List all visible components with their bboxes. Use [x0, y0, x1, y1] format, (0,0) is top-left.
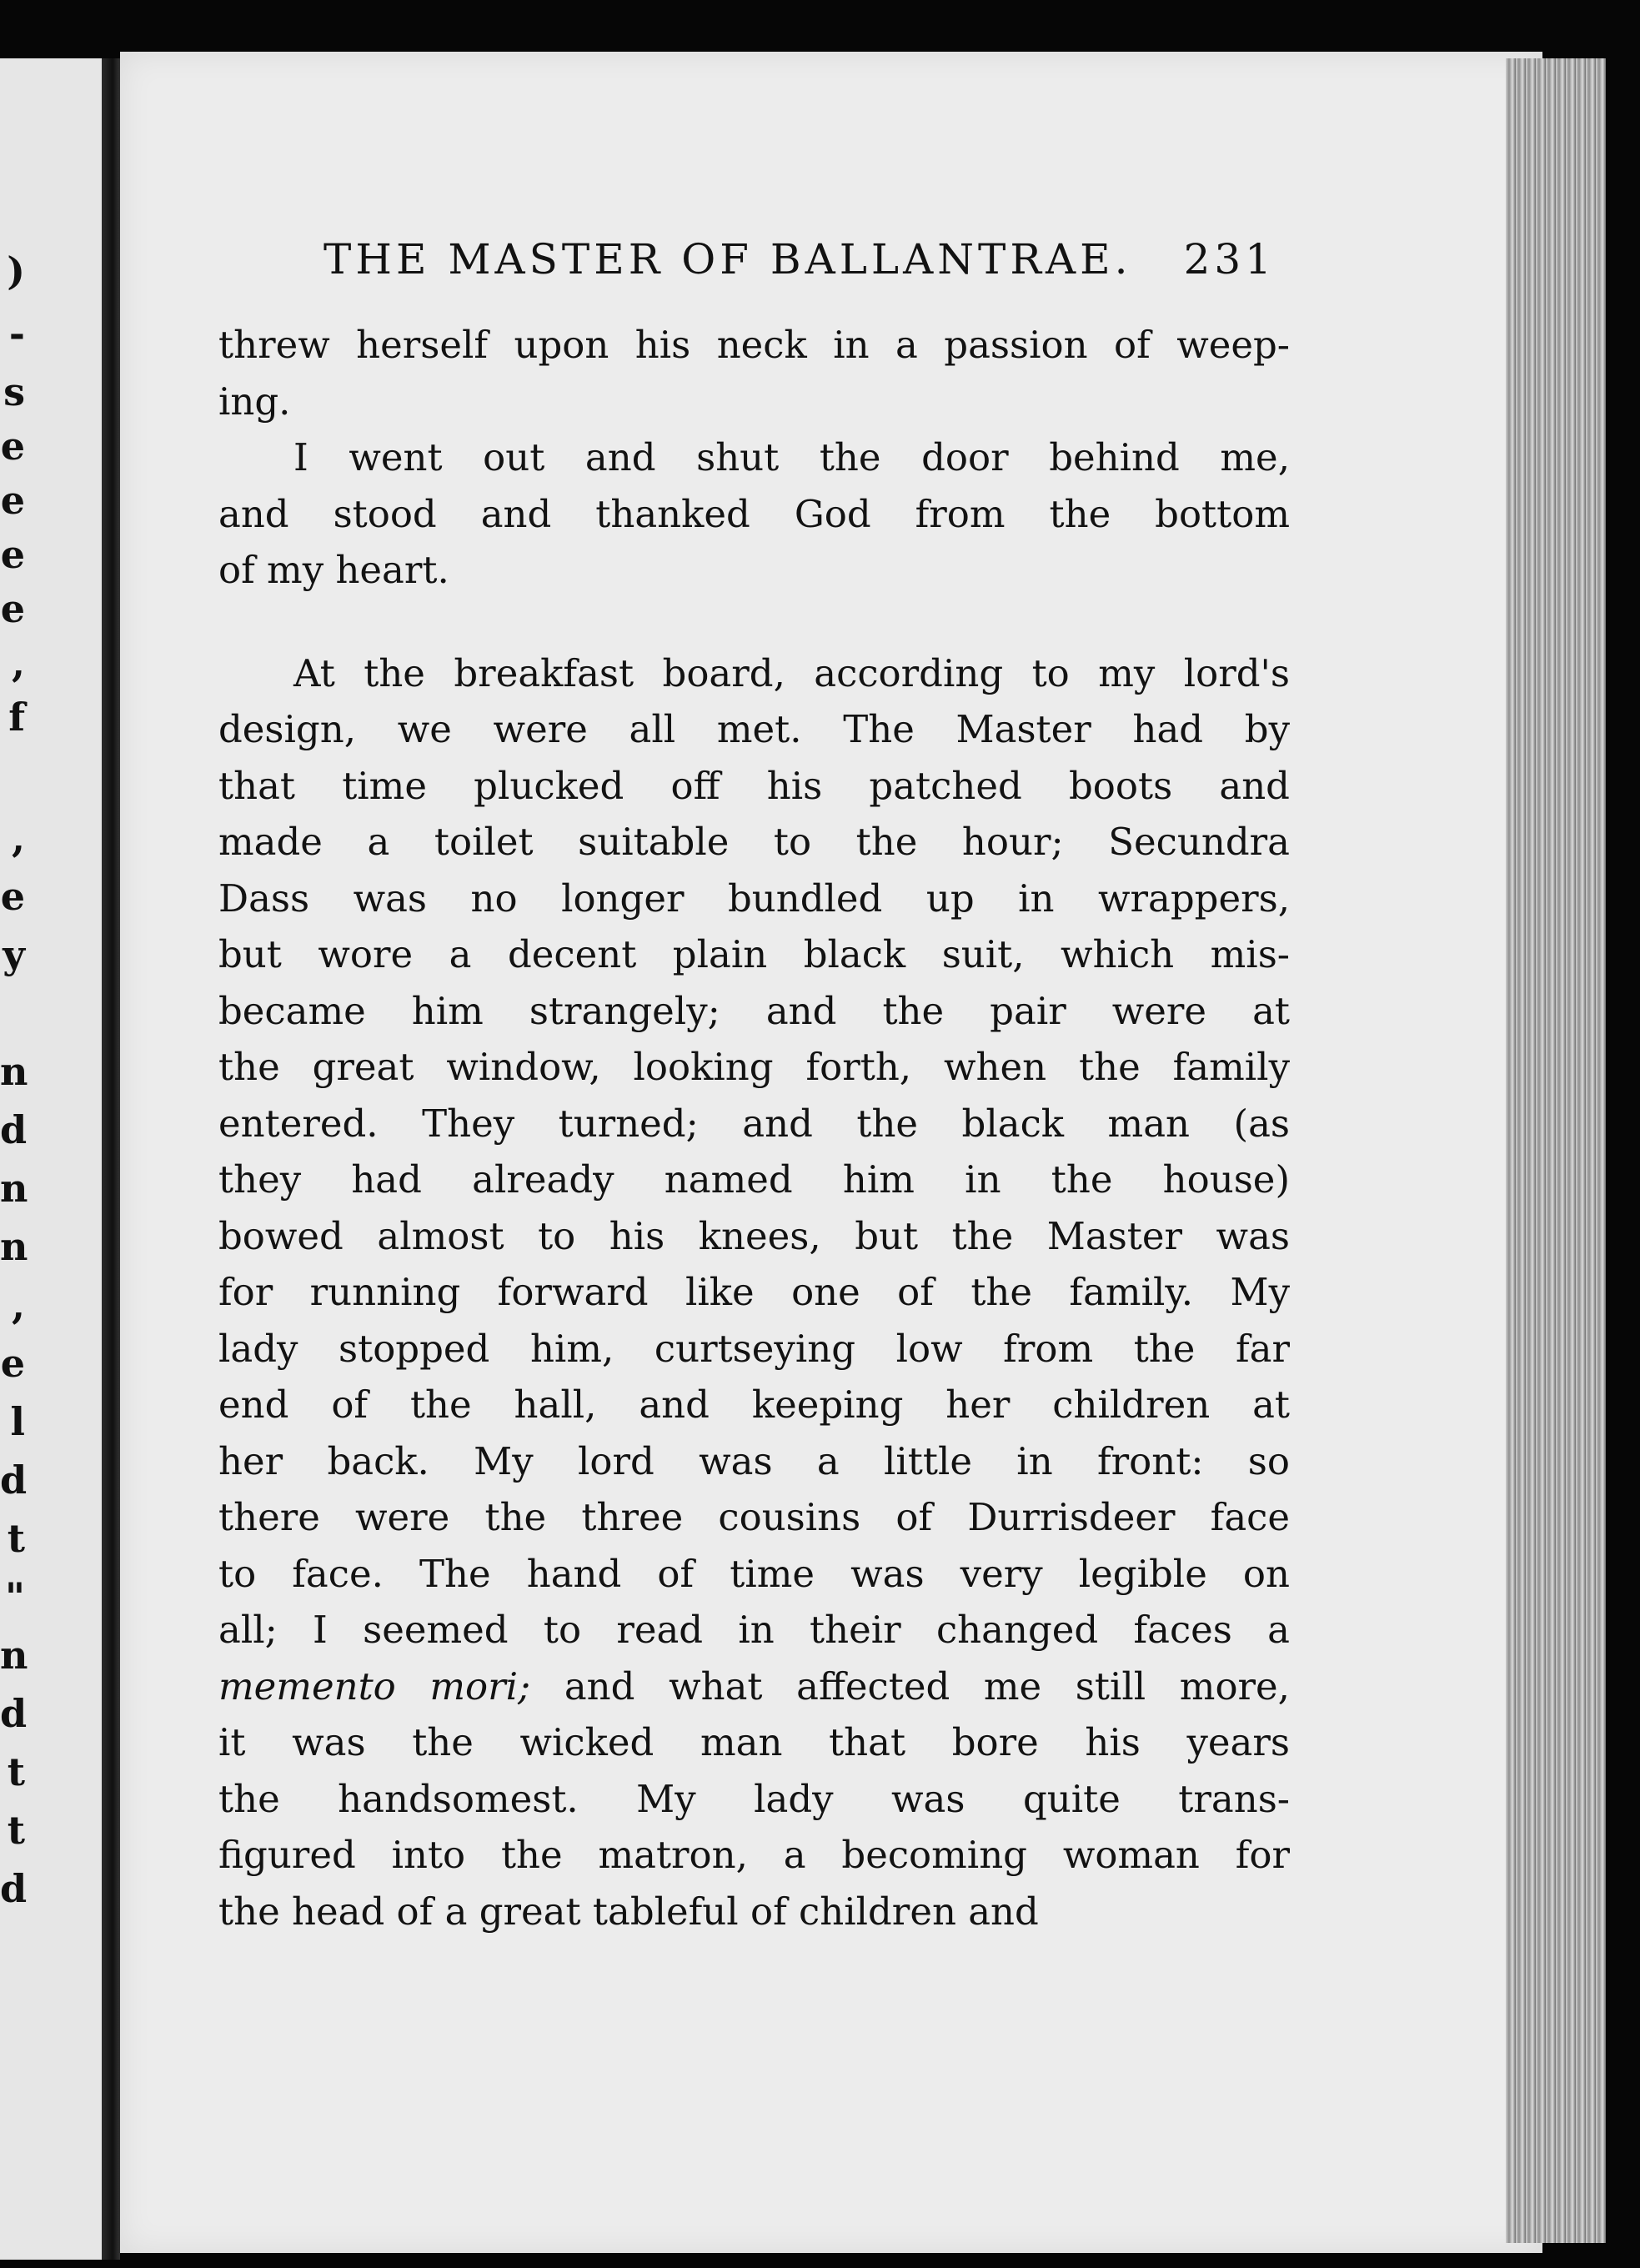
left-edge-char: d	[0, 1458, 28, 1503]
left-edge-char: ,	[11, 640, 25, 685]
text-line: that time plucked off his patched boots and	[218, 763, 1290, 808]
left-edge-char: l	[10, 1399, 25, 1444]
text-line: lady stopped him, curtseying low from the far	[218, 1326, 1290, 1371]
text-line: all; I seemed to read in their changed faces a	[218, 1608, 1290, 1652]
left-page-edge-text	[0, 58, 28, 2260]
left-edge-char: "	[5, 1574, 25, 1619]
left-edge-char: n	[0, 1633, 28, 1678]
left-edge-char: -	[8, 311, 25, 356]
left-edge-char: )	[7, 248, 25, 294]
body-text	[218, 317, 1290, 1939]
text-line: bowed almost to his knees, but the Master was	[218, 1213, 1290, 1258]
text-line: entered. They turned; and the black man (as	[218, 1101, 1290, 1146]
left-edge-char: d	[0, 1691, 28, 1736]
text-line: for running forward like one of the family. My	[218, 1270, 1290, 1314]
left-edge-char: t	[7, 1808, 25, 1853]
text-line: they had already named him in the house)	[218, 1157, 1290, 1202]
text-line: Dass was no longer bundled up in wrappers,	[218, 876, 1290, 921]
text-line	[218, 1658, 1290, 1715]
left-edge-char: y	[3, 932, 25, 977]
left-facing-page	[0, 58, 102, 2260]
left-edge-char: e	[0, 478, 25, 523]
left-edge-char: t	[7, 1749, 25, 1794]
running-title: THE MASTER OF BALLANTRAE.	[323, 235, 1132, 284]
text-line: of my heart.	[218, 548, 449, 592]
italic-phrase: memento mori;	[218, 1663, 531, 1709]
text-line: the handsomest. My lady was quite trans-	[218, 1776, 1290, 1821]
left-edge-char: d	[0, 1866, 28, 1911]
left-edge-char: e	[0, 532, 25, 577]
text-line: end of the hall, and keeping her children at	[218, 1382, 1290, 1427]
text-line: but wore a decent plain black suit, which mis-	[218, 932, 1290, 976]
text-line: I went out and shut the door behind me,	[293, 435, 1290, 479]
page-stack-edges	[1506, 58, 1606, 2243]
left-edge-char: e	[0, 586, 25, 631]
book-gutter	[102, 58, 120, 2260]
text-line: to face. The hand of time was very legible on	[218, 1551, 1290, 1596]
text-line-rest: and what affected me still more,	[530, 1663, 1290, 1709]
text-line: became him strangely; and the pair were at	[218, 988, 1290, 1033]
left-edge-char: e	[0, 1341, 25, 1386]
text-line: made a toilet suitable to the hour; Secundra	[218, 820, 1290, 864]
left-edge-char: f	[8, 695, 25, 740]
left-edge-char: n	[0, 1166, 28, 1211]
text-line: At the breakfast board, according to my lord's	[293, 650, 1290, 695]
left-edge-char: ,	[11, 815, 25, 861]
left-edge-char: e	[0, 424, 25, 469]
text-line: there were the three cousins of Durrisdeer face	[218, 1495, 1290, 1539]
left-edge-char: s	[3, 369, 25, 414]
text-line: the great window, looking forth, when the family	[218, 1045, 1290, 1089]
page-number: 231	[1183, 235, 1276, 284]
text-line: her back. My lord was a little in front: so	[218, 1438, 1290, 1483]
left-edge-char: t	[7, 1516, 25, 1561]
left-edge-char: e	[0, 874, 25, 919]
text-line: the head of a great tableful of children and	[218, 1889, 1039, 1934]
page-header	[200, 218, 1276, 294]
left-edge-char: n	[0, 1224, 28, 1269]
text-line: and stood and thanked God from the bottom	[218, 491, 1290, 536]
text-line: ing.	[218, 379, 291, 424]
text-line: it was the wicked man that bore his years	[218, 1720, 1290, 1764]
left-edge-char: n	[0, 1049, 28, 1094]
left-edge-char: d	[0, 1107, 28, 1152]
left-edge-char: ,	[11, 1282, 25, 1327]
text-line: figured into the matron, a becoming woman for	[218, 1833, 1290, 1877]
section-break	[218, 599, 1290, 645]
text-line: threw herself upon his neck in a passion of weep-	[218, 323, 1290, 367]
text-line: design, we were all met. The Master had by	[218, 707, 1290, 751]
